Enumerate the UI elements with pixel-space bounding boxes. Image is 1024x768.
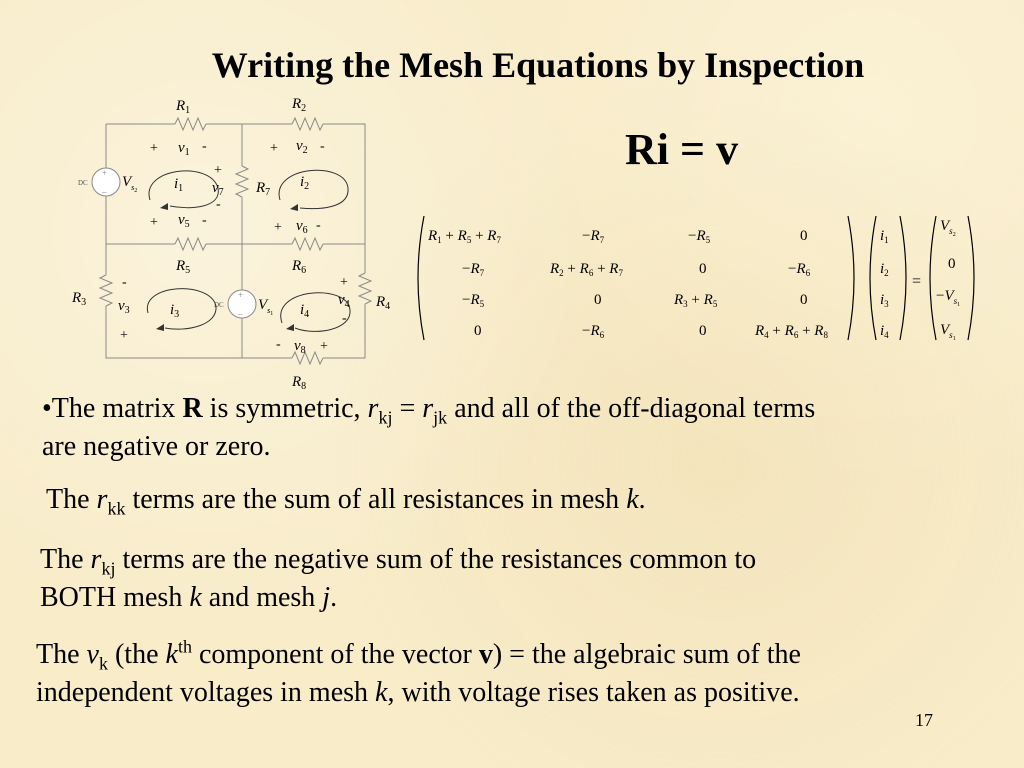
mesh-arrow-i3	[147, 289, 216, 330]
mesh-matrix-equation	[410, 210, 990, 350]
svg-text:i2: $i_2$	[300, 174, 310, 192]
svg-text:=: =	[912, 273, 922, 290]
svg-text:v4: $v_4$	[338, 292, 350, 310]
resistor-r5	[175, 238, 206, 250]
resistor-r4	[359, 273, 371, 304]
page-number: 17	[915, 710, 933, 730]
svg-text:i1: $i_1$	[174, 176, 184, 194]
svg-text:−R6: $-R_6$	[788, 261, 811, 278]
svg-text:-: -	[320, 139, 325, 154]
svg-text:Vs2: $V_s2$	[940, 218, 956, 238]
svg-text:R5: $R_5$	[176, 258, 191, 276]
svg-text:0: 0	[699, 261, 707, 277]
svg-text:+: +	[120, 328, 128, 343]
svg-text:v2: $v_2$	[296, 138, 308, 156]
svg-text:R4 + R6 + R8: $R_4 + R_6 + R_8$	[755, 323, 828, 340]
resistor-r7	[236, 166, 248, 197]
svg-text:i1: $i_1$	[880, 228, 889, 245]
svg-text:R1: $R_1$	[176, 98, 191, 116]
circuit-diagram	[70, 88, 410, 398]
svg-text:i2: $i_2$	[880, 261, 889, 278]
svg-text:i3: $i_3$	[880, 292, 889, 309]
paragraph-rkj: The $r_{kj}$ terms are the negative sum of the resistances common to BOTH mesh k and mesh j.	[40, 544, 757, 613]
svg-text:+: +	[214, 163, 222, 178]
svg-text:Vs2: $V_s2$	[122, 174, 138, 194]
paragraph-rkk: The $r_{kk}$ terms are the sum of all resistances in mesh k.	[46, 484, 646, 519]
svg-text:−R7: $-R_7$	[462, 261, 485, 278]
svg-text:_: _	[102, 184, 107, 194]
svg-text:+: +	[274, 220, 282, 235]
resistor-r1	[175, 118, 206, 130]
svg-text:-: -	[202, 213, 207, 228]
svg-text:Vs1: $V_s1$	[940, 322, 956, 342]
svg-text:+: +	[238, 290, 244, 300]
svg-text:0: 0	[699, 323, 707, 339]
svg-text:+: +	[150, 215, 158, 230]
resistor-r2	[292, 118, 323, 130]
svg-text:0: 0	[474, 323, 482, 339]
svg-text:−R5: $-R_5$	[688, 228, 711, 245]
svg-text:R4: $R_4$	[376, 294, 391, 312]
slide-title: Writing the Mesh Equations by Inspection	[211, 45, 865, 85]
svg-text:Vs1: $V_s1$	[258, 297, 274, 317]
svg-text:+: +	[150, 141, 158, 156]
resistor-r3	[100, 275, 112, 306]
svg-text:R3: $R_3$	[72, 290, 87, 308]
svg-text:v3: $v_3$	[118, 298, 130, 316]
svg-text:v6: $v_6$	[296, 218, 308, 236]
svg-text:-: -	[122, 275, 127, 290]
svg-text:R2 + R6 + R7: $R_2 + R_6 + R_7$	[550, 261, 623, 278]
svg-text:0: 0	[800, 228, 808, 244]
svg-text:DC: DC	[214, 301, 224, 309]
source-vs2	[78, 168, 120, 196]
svg-text:R2: $R_2$	[292, 96, 307, 114]
svg-text:R8: $R_8$	[292, 374, 307, 392]
svg-text:i3: $i_3$	[170, 302, 180, 320]
mesh-arrow-i1	[149, 171, 218, 208]
svg-text:+: +	[320, 339, 328, 354]
svg-text:+: +	[102, 168, 108, 178]
mesh-arrow-i2	[279, 170, 348, 208]
svg-text:R3 + R5: $R_3 + R_5$	[674, 292, 718, 309]
svg-text:DC: DC	[78, 179, 88, 187]
svg-text:0: 0	[948, 256, 956, 272]
svg-text:R6: $R_6$	[292, 258, 307, 276]
paragraph-vk: The $v_k$ (the $k^{th}$ component of the vector v) = the algebraic sum of the independent voltages in mesh k, with voltage rises taken as positive.	[36, 636, 801, 708]
svg-text:-: -	[316, 218, 321, 233]
resistor-r6	[292, 238, 323, 250]
svg-text:v8: $v_8$	[294, 338, 306, 356]
svg-text:-: -	[276, 337, 281, 352]
svg-text:R7: $R_7$	[256, 180, 271, 198]
svg-text:i4: $i_4$	[880, 323, 889, 340]
svg-text:0: 0	[594, 292, 602, 308]
source-vs1	[214, 290, 256, 318]
svg-text:−R5: $-R_5$	[462, 292, 485, 309]
svg-text:0: 0	[800, 292, 808, 308]
svg-text:+: +	[270, 141, 278, 156]
svg-text:-: -	[216, 197, 221, 212]
svg-text:v7: $v_7$	[212, 180, 224, 198]
svg-text:v1: $v_1$	[178, 140, 190, 158]
bullet-symmetric: •The matrix R is symmetric, $r_{kj} = r_{jk}$ and all of the off-diagonal terms are negative or zero.	[42, 393, 816, 462]
svg-text:R1 + R5 + R7: $R_1 + R_5 + R_7$	[428, 228, 501, 245]
svg-text:−R7: $-R_7$	[582, 228, 605, 245]
matrix-equation: Ri = v	[625, 125, 739, 174]
svg-text:−Vs1: $-V_s1$	[936, 288, 961, 308]
svg-text:_: _	[238, 306, 243, 316]
svg-text:+: +	[340, 275, 348, 290]
svg-text:-: -	[202, 139, 207, 154]
svg-text:−R6: $-R_6$	[582, 323, 605, 340]
svg-text:v5: $v_5$	[178, 212, 190, 230]
svg-text:i4: $i_4$	[300, 302, 310, 320]
svg-text:-: -	[342, 311, 347, 326]
